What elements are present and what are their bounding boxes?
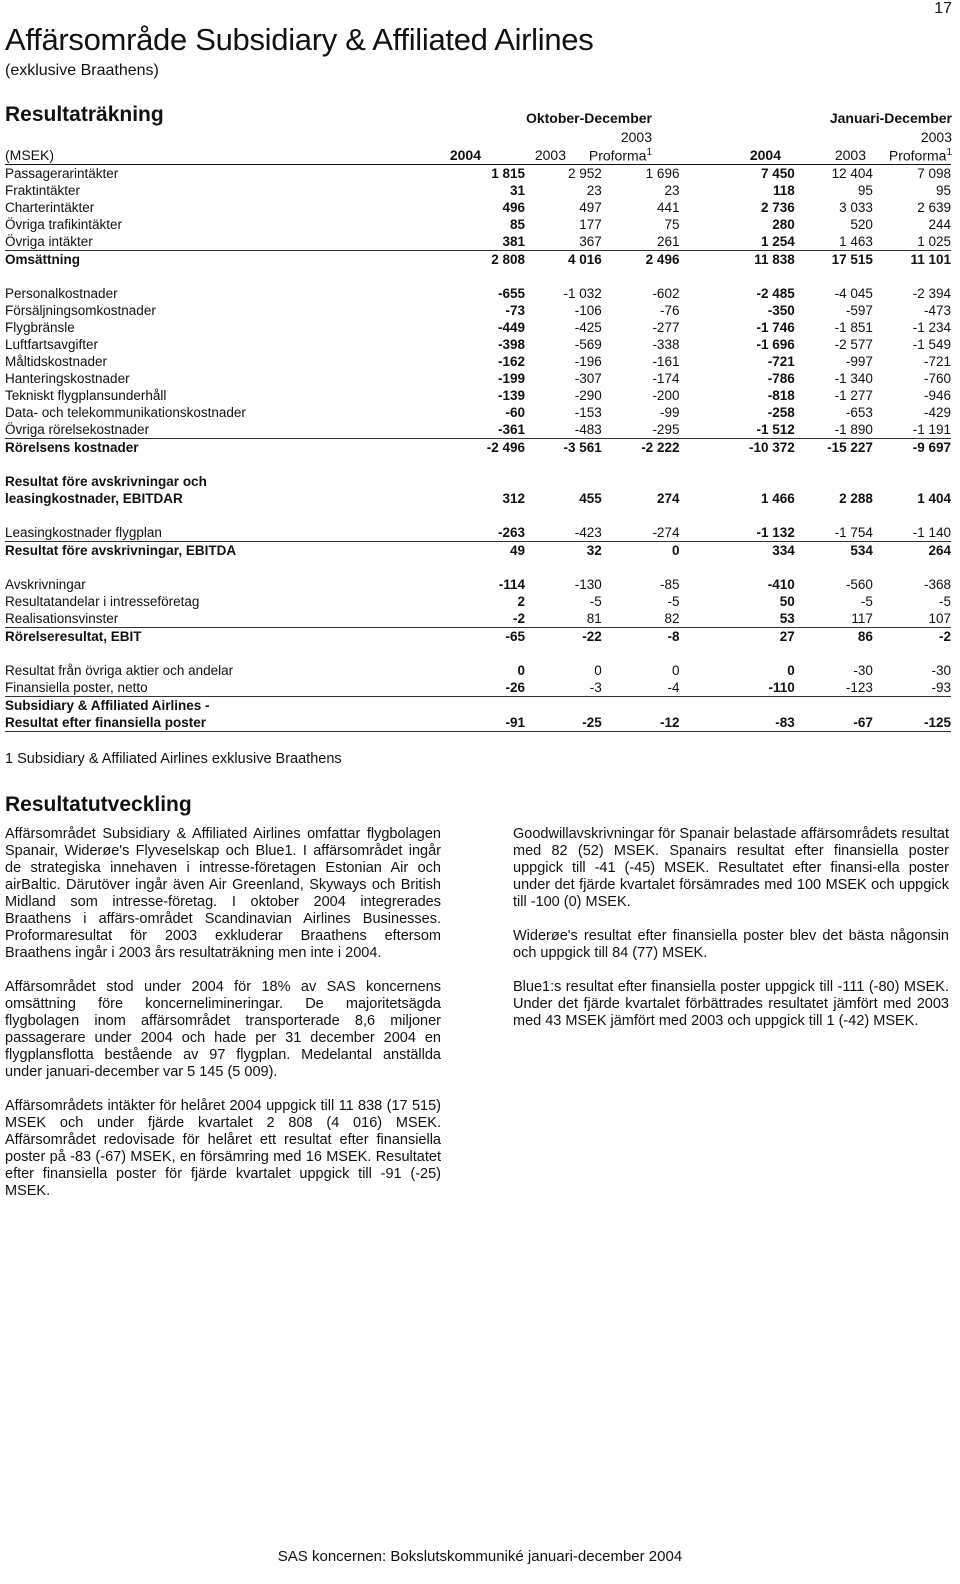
- cell-value: -1 191: [873, 421, 951, 439]
- cell-value: 4 016: [568, 252, 602, 267]
- table-row: [5, 593, 951, 610]
- cell-value: 441: [656, 200, 680, 215]
- cell-value: 75: [664, 217, 680, 232]
- row-label: Finansiella poster, netto: [5, 679, 440, 697]
- row-label: Hanteringskostnader: [5, 371, 130, 386]
- cell-value: 1 254: [679, 233, 794, 251]
- cell-value: -174: [652, 371, 680, 386]
- cell-value: -9 697: [912, 440, 951, 455]
- cell-value: 107: [873, 610, 951, 628]
- cell-value: 367: [525, 233, 602, 251]
- cell-value: 81: [525, 610, 602, 628]
- cell-value: -3 561: [563, 440, 602, 455]
- period-quarter-label: Oktober-December: [525, 110, 652, 126]
- cell-value: -1 890: [795, 421, 873, 439]
- ebitda-row: [5, 542, 951, 560]
- paragraph: Goodwillavskrivningar för Spanair belastade affärsområdets resultat med 82 (52) MSEK. Spanairs resultat efter finansiella poster uppgick till -41 (-45) MSEK. Resultatet efter finansi-ella poster under det fjärde kvartalet försämrades med 100 MSEK och uppgick till -100 (0) MSEK.: [513, 826, 949, 910]
- cell-value: -196: [574, 354, 602, 369]
- cell-value: 7 098: [917, 166, 951, 181]
- table-row: [5, 233, 951, 251]
- row-label: Tekniskt flygplansunderhåll: [5, 388, 167, 403]
- cell-value: -2: [938, 629, 951, 644]
- cell-value: 2 639: [917, 200, 951, 215]
- row-label: Personalkostnader: [5, 286, 118, 301]
- cell-value: -12: [602, 697, 680, 732]
- paragraph: Affärsområdets intäkter för helåret 2004 uppgick till 11 838 (17 515) MSEK och under fjärde kvartalet 2 808 (4 016) MSEK. Affärsområdet redovisade för helåret ett resultat efter finansiella poster på -83 (-67) MSEK, en försämring med 16 MSEK. Resultatet efter finansiella poster för fjärde kvartalet uppgick till -91 (-25) MSEK.: [5, 1098, 441, 1199]
- cell-value: -483: [525, 421, 602, 439]
- table-row: [5, 610, 951, 628]
- row-label: Resultat före avskrivningar, EBITDA: [5, 543, 237, 558]
- cell-value: -153: [574, 405, 602, 420]
- cell-value: -5: [860, 594, 873, 609]
- page-title: Affärsområde Subsidiary & Affiliated Airlines: [5, 22, 594, 57]
- cell-value: -4 045: [834, 286, 873, 301]
- page-number: 17: [934, 0, 952, 17]
- col-header-q-2003: 2003: [534, 147, 566, 163]
- cell-value: 23: [664, 183, 680, 198]
- cell-value: -307: [574, 371, 602, 386]
- cell-value: 53: [679, 610, 794, 628]
- cell-value: -2 577: [834, 337, 873, 352]
- cell-value: 0: [594, 663, 602, 678]
- table-row: [5, 387, 951, 404]
- cell-value: 49: [509, 543, 525, 558]
- cell-value: -114: [498, 577, 525, 592]
- row-label: Övriga trafikintäkter: [5, 217, 123, 232]
- ebitdar-row: [5, 473, 951, 507]
- cell-value: -139: [497, 388, 525, 403]
- cell-value: 497: [579, 200, 602, 215]
- col-header-q-proforma: [589, 147, 652, 164]
- cell-value: 11 838: [754, 252, 795, 267]
- cell-value: 534: [850, 543, 873, 558]
- table-row: [5, 421, 951, 439]
- cell-value: 1 404: [917, 491, 951, 506]
- table-row: [5, 662, 951, 679]
- cell-value: 2 496: [645, 252, 680, 267]
- spacer-row: [5, 456, 951, 473]
- table-row: [5, 285, 951, 302]
- ebit-row: [5, 628, 951, 646]
- cell-value: 1 025: [873, 233, 951, 251]
- cell-value: -15 227: [827, 440, 873, 455]
- cell-value: -1 549: [912, 337, 951, 352]
- cell-value: -2 485: [756, 286, 795, 301]
- cell-value: -760: [923, 371, 951, 386]
- left-column: [5, 826, 441, 1217]
- cell-value: -560: [845, 577, 873, 592]
- row-label: Flygbränsle: [5, 320, 75, 335]
- cell-value: -83: [679, 697, 794, 732]
- cell-value: -125: [873, 697, 951, 732]
- row-label: Avskrivningar: [5, 577, 86, 592]
- table-row: [5, 216, 951, 233]
- cell-value: -65: [505, 629, 525, 644]
- cell-value: 0: [787, 663, 795, 678]
- row-label-line: Subsidiary & Affiliated Airlines -: [5, 698, 210, 713]
- cell-value: -1 032: [563, 286, 602, 301]
- cell-value: -199: [497, 371, 525, 386]
- cell-value: -67: [795, 697, 873, 732]
- cell-value: 2 736: [760, 200, 795, 215]
- row-label: Måltidskostnader: [5, 354, 108, 369]
- paragraph: Widerøe's resultat efter finansiella poster blev det bästa någonsin och uppgick till 84 (77) MSEK.: [513, 928, 949, 961]
- proforma-footnote-marker: 1: [646, 147, 652, 158]
- cell-value: 95: [857, 183, 873, 198]
- cell-value: 32: [586, 543, 602, 558]
- row-label: Resultat från övriga aktier och andelar: [5, 663, 234, 678]
- cell-value: -2 496: [486, 440, 525, 455]
- cell-value: -997: [845, 354, 873, 369]
- col-header-y-2004: 2004: [749, 147, 781, 163]
- page-subtitle: (exklusive Braathens): [5, 62, 159, 79]
- cell-value: 50: [779, 594, 795, 609]
- cell-value: -85: [659, 577, 680, 592]
- col-header-y-2003: 2003: [834, 147, 866, 163]
- cell-value: 7 450: [760, 166, 795, 181]
- col-header-y-proforma: [889, 147, 952, 164]
- cell-value: -5: [938, 594, 951, 609]
- development-heading: Resultatutveckling: [5, 793, 192, 816]
- page-footer: SAS koncernen: Bokslutskommuniké januari-december 2004: [277, 1548, 683, 1565]
- row-label: Resultatandelar i intresseföretag: [5, 594, 200, 609]
- cell-value: -130: [574, 577, 602, 592]
- cell-value: -91: [440, 697, 525, 732]
- cell-value: -106: [574, 303, 602, 318]
- cell-value: 0: [671, 543, 680, 558]
- cell-value: 1 466: [760, 491, 795, 506]
- cell-value: 0: [671, 663, 680, 678]
- row-label: Rörelsens kostnader: [5, 440, 139, 455]
- cell-value: -1 132: [679, 524, 794, 542]
- row-label-line: Resultat efter finansiella poster: [5, 715, 207, 730]
- col-header-q-2004: 2004: [449, 147, 481, 163]
- table-row: [5, 576, 951, 593]
- row-label: Fraktintäkter: [5, 183, 81, 198]
- cell-value: 261: [602, 233, 680, 251]
- cell-value: 334: [772, 543, 795, 558]
- opex-row: [5, 439, 951, 457]
- cell-value: -200: [652, 388, 680, 403]
- cell-value: 264: [928, 543, 951, 558]
- cell-value: -655: [497, 286, 525, 301]
- cell-value: -368: [923, 577, 951, 592]
- footnote: 1 Subsidiary & Affiliated Airlines exklusive Braathens: [5, 751, 342, 767]
- cell-value: 1 463: [795, 233, 873, 251]
- cell-value: -423: [525, 524, 602, 542]
- spacer-cell: [5, 456, 951, 473]
- row-label: Försäljningsomkostnader: [5, 303, 156, 318]
- cell-value: -602: [652, 286, 680, 301]
- cell-value: 520: [850, 217, 873, 232]
- cell-value: 244: [928, 217, 951, 232]
- cell-value: 455: [579, 491, 602, 506]
- cell-value: -5: [589, 594, 602, 609]
- cell-value: 117: [795, 610, 873, 628]
- cell-value: 17 515: [831, 252, 873, 267]
- row-label: Data- och telekommunikationskostnader: [5, 405, 246, 420]
- row-label: [5, 697, 440, 732]
- cell-value: -1 512: [679, 421, 794, 439]
- cell-value: -5: [667, 594, 680, 609]
- cell-value: 12 404: [831, 166, 873, 181]
- cell-value: -73: [505, 303, 525, 318]
- cell-value: -1 746: [756, 320, 795, 335]
- row-label: Omsättning: [5, 252, 81, 267]
- cell-value: 177: [579, 217, 602, 232]
- leasing-row: [5, 524, 951, 542]
- cell-value: -263: [440, 524, 525, 542]
- spacer-row: [5, 645, 951, 662]
- table-row: [5, 353, 951, 370]
- row-label: Luftfartsavgifter: [5, 337, 99, 352]
- cell-value: -786: [767, 371, 795, 386]
- cell-value: -290: [574, 388, 602, 403]
- cell-value: -1 277: [834, 388, 873, 403]
- cell-value: 1 815: [491, 166, 525, 181]
- cell-value: -25: [525, 697, 602, 732]
- cell-value: -1 234: [912, 320, 951, 335]
- cell-value: -2: [440, 610, 525, 628]
- cell-value: -161: [652, 354, 680, 369]
- table-row: [5, 199, 951, 216]
- cell-value: -398: [497, 337, 525, 352]
- cell-value: -10 372: [748, 440, 795, 455]
- cell-value: -410: [767, 577, 795, 592]
- income-statement-table: [5, 165, 951, 732]
- cell-value: -818: [767, 388, 795, 403]
- spacer-cell: [5, 507, 951, 524]
- cell-value: 496: [502, 200, 525, 215]
- right-column: [513, 826, 949, 1047]
- proforma-label: Proforma: [888, 147, 947, 164]
- cell-value: -277: [652, 320, 680, 335]
- table-row: [5, 370, 951, 387]
- cell-value: -946: [923, 388, 951, 403]
- cell-value: -295: [602, 421, 680, 439]
- cell-value: -429: [923, 405, 951, 420]
- cell-value: -361: [440, 421, 525, 439]
- cell-value: 2: [517, 594, 525, 609]
- cell-value: -425: [574, 320, 602, 335]
- cell-value: 0: [517, 663, 525, 678]
- table-row: [5, 319, 951, 336]
- cell-value: -30: [853, 663, 873, 678]
- period-year-label: Januari-December: [829, 110, 952, 126]
- cell-value: -721: [923, 354, 951, 369]
- row-label: Leasingkostnader flygplan: [5, 524, 440, 542]
- paragraph: Blue1:s resultat efter finansiella poster uppgick till -111 (-80) MSEK. Under det fjärde kvartalet förbättrades resultatet jämfört med 2003 med 43 MSEK jämfört med 2003 och uppgick till 1 (-42) MSEK.: [513, 979, 949, 1029]
- spacer-cell: [5, 559, 951, 576]
- table-row: [5, 302, 951, 319]
- cell-value: -110: [679, 679, 794, 697]
- cell-value: 82: [602, 610, 680, 628]
- cell-value: 118: [772, 183, 795, 198]
- proforma-year-y: 2003: [920, 129, 952, 145]
- paragraph: Affärsområdet stod under 2004 för 18% av SAS koncernens omsättning före koncernelimineringar. De majoritetsägda flygbolagen inom affärsområdet transporterade 8,6 miljoner passagerare under 2004 och hade per 31 december 2004 en flygplansflotta bestående av 97 flygplan. Medelantal anställda under januari-december var 5 145 (5 009).: [5, 979, 441, 1080]
- cell-value: -2 222: [641, 440, 680, 455]
- cell-value: -473: [923, 303, 951, 318]
- cell-value: 85: [509, 217, 525, 232]
- cell-value: -597: [845, 303, 873, 318]
- proforma-year-q: 2003: [620, 129, 652, 145]
- row-label: Övriga rörelsekostnader: [5, 421, 440, 439]
- cell-value: 31: [509, 183, 525, 198]
- spacer-row: [5, 507, 951, 524]
- cell-value: 2 952: [568, 166, 602, 181]
- cell-value: -162: [497, 354, 525, 369]
- cell-value: 11 101: [910, 252, 951, 267]
- row-label-line: leasingkostnader, EBITDAR: [5, 491, 183, 506]
- row-label: Övriga intäkter: [5, 233, 440, 251]
- row-label: Realisationsvinster: [5, 610, 440, 628]
- cell-value: -338: [652, 337, 680, 352]
- cell-value: -30: [931, 663, 951, 678]
- cell-value: -258: [767, 405, 795, 420]
- cell-value: 27: [779, 629, 795, 644]
- cell-value: -8: [667, 629, 680, 644]
- spacer-row: [5, 559, 951, 576]
- cell-value: -76: [659, 303, 680, 318]
- cell-value: -1 754: [795, 524, 873, 542]
- income-statement-heading: Resultaträkning: [5, 103, 164, 126]
- cell-value: 2 808: [491, 252, 525, 267]
- cell-value: 312: [502, 491, 525, 506]
- cell-value: -99: [659, 405, 680, 420]
- cell-value: -2 394: [912, 286, 951, 301]
- cell-value: -4: [602, 679, 680, 697]
- cell-value: -1 696: [756, 337, 795, 352]
- final-result-row: [5, 697, 951, 732]
- row-label-line: Resultat före avskrivningar och: [5, 474, 207, 489]
- cell-value: -22: [582, 629, 602, 644]
- cell-value: -1 140: [873, 524, 951, 542]
- cell-value: -60: [505, 405, 525, 420]
- cell-value: -1 851: [834, 320, 873, 335]
- cell-value: -350: [767, 303, 795, 318]
- spacer-cell: [5, 645, 951, 662]
- cell-value: -449: [497, 320, 525, 335]
- cell-value: -3: [525, 679, 602, 697]
- cell-value: 2 288: [839, 491, 873, 506]
- cell-value: 95: [935, 183, 951, 198]
- cell-value: 86: [857, 629, 873, 644]
- table-row: [5, 679, 951, 697]
- table-row: [5, 165, 951, 182]
- spacer-row: [5, 268, 951, 285]
- cell-value: -123: [795, 679, 873, 697]
- cell-value: 23: [586, 183, 602, 198]
- paragraph: Affärsområdet Subsidiary & Affiliated Airlines omfattar flygbolagen Spanair, Widerøe's Flyveselskap och Blue1. I affärsområdet ingår de strategiska innehaven i intresse-företagen Estonian Air och airBaltic. Därutöver ingår även Air Greenland, Skyways och British Midland som intresse-företag. I oktober 2004 integrerades Braathens i affärs-området Scandinavian Airlines Businesses. Proformaresultat för 2003 exkluderar Braathens eftersom Braathens ingår i 2003 års resultaträkning men inte i 2004.: [5, 826, 441, 961]
- cell-value: -274: [602, 524, 680, 542]
- cell-value: 280: [772, 217, 795, 232]
- row-label: [5, 473, 440, 507]
- proforma-footnote-marker: 1: [946, 147, 952, 158]
- row-label: Charterintäkter: [5, 200, 95, 215]
- cell-value: -569: [574, 337, 602, 352]
- proforma-label: Proforma: [588, 147, 647, 164]
- cell-value: 381: [440, 233, 525, 251]
- spacer-cell: [5, 268, 951, 285]
- row-label: Rörelseresultat, EBIT: [5, 629, 142, 644]
- cell-value: -93: [873, 679, 951, 697]
- table-row: [5, 182, 951, 199]
- cell-value: 1 696: [645, 166, 680, 181]
- unit-label: (MSEK): [5, 147, 54, 163]
- cell-value: 274: [656, 491, 680, 506]
- cell-value: -721: [767, 354, 795, 369]
- cell-value: -26: [440, 679, 525, 697]
- table-row: [5, 404, 951, 421]
- row-label: Passagerarintäkter: [5, 166, 119, 181]
- cell-value: 3 033: [839, 200, 873, 215]
- cell-value: -653: [845, 405, 873, 420]
- cell-value: -1 340: [834, 371, 873, 386]
- revenue-row: [5, 251, 951, 269]
- table-row: [5, 336, 951, 353]
